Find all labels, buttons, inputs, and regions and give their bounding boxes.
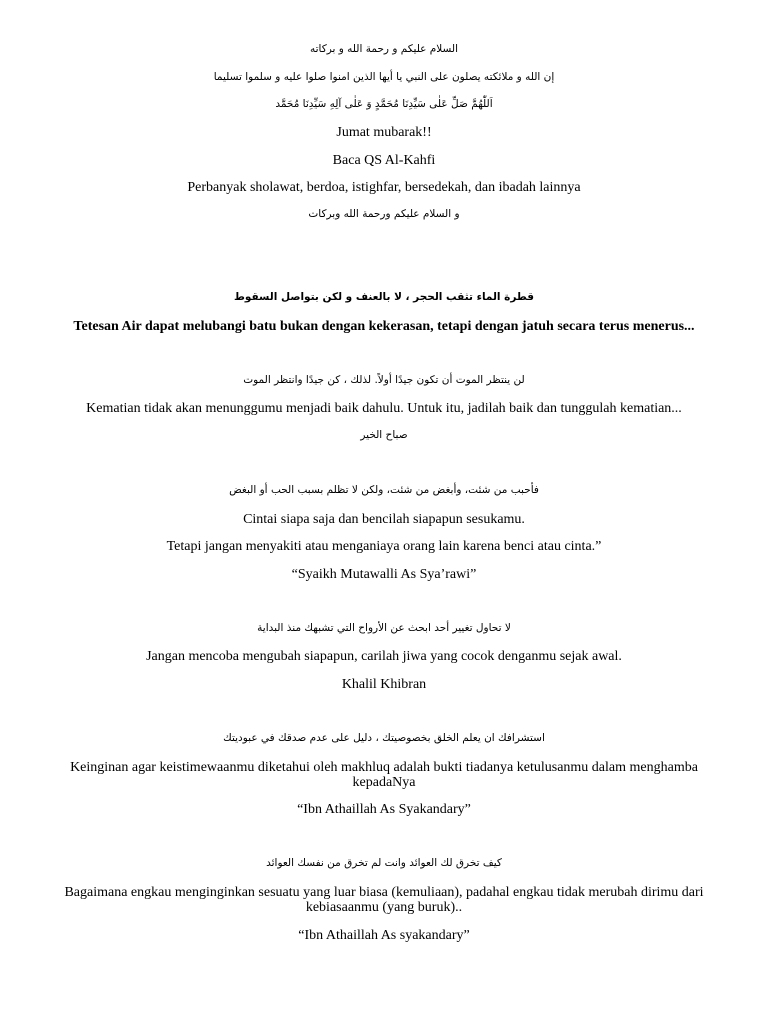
- quote-habit-latin: Bagaimana engkau menginginkan sesuatu yang luar biasa (kemuliaan), padahal engkau tidak merubah dirimu dari kebiasaanmu (yang buruk)..: [64, 885, 704, 915]
- quote-sincerity-author: “Ibn Athaillah As Syakandary”: [297, 802, 471, 817]
- salam-closing: و السلام عليكم ورحمة الله وبركات: [308, 208, 460, 220]
- kahfi-reminder: Baca QS Al-Kahfi: [332, 153, 436, 168]
- quote-love-latin-1: Cintai siapa saja dan bencilah siapapun sesukamu.: [243, 512, 525, 527]
- quote-love-arabic: فأحبب من شئت، وأبغض من شئت، ولكن لا تظلم بسبب الحب أو البغض: [229, 484, 539, 496]
- quote-habit-author: “Ibn Athaillah As syakandary”: [298, 928, 470, 943]
- quote-sincerity-arabic: استشرافك ان يعلم الخلق بخصوصيتك ، دليل على عدم صدقك في عبوديتك: [223, 732, 545, 744]
- quote-death-arabic: لن ينتظر الموت أن تكون جيدًا أولاً. لذلك ، كن جيدًا وانتظر الموت: [243, 374, 525, 386]
- ibadah-reminder: Perbanyak sholawat, berdoa, istighfar, bersedekah, dan ibadah lainnya: [187, 180, 581, 195]
- quote-souls-arabic: لا تحاول تغيير أحد ابحث عن الأرواح التي تشبهك منذ البداية: [257, 622, 511, 634]
- quote-sincerity-latin: Keinginan agar keistimewaanmu diketahui oleh makhluq adalah bukti tiadanya ketulusanmu dalam menghamba kepadaNya: [70, 760, 698, 790]
- salam-opening: السلام عليكم و رحمة الله و بركاته: [309, 43, 459, 55]
- quran-verse: إن الله و ملائكته يصلون على النبي يا أيها الذين امنوا صلوا عليه و سلموا تسليما: [213, 71, 555, 83]
- quote-habit-arabic: كيف تخرق لك العوائد وانت لم تخرق من نفسك العوائد: [266, 857, 502, 869]
- quote-souls-author: Khalil Khibran: [341, 677, 427, 692]
- quote-souls-latin: Jangan mencoba mengubah siapapun, carilah jiwa yang cocok denganmu sejak awal.: [146, 649, 622, 664]
- sholawat-text: اَللّٰهُمَّ صَلِّ عَلٰى سَيِّدِنَا مُحَمَّدٍ وَ عَلٰى آلِهِ سَيِّدِنَا مُحَمَّد: [275, 98, 493, 110]
- morning-greeting: صباح الخير: [360, 429, 408, 441]
- quote-water-latin: Tetesan Air dapat melubangi batu bukan dengan kekerasan, tetapi dengan jatuh secara terus menerus...: [73, 319, 695, 334]
- quote-love-latin-2: Tetapi jangan menyakiti atau menganiaya orang lain karena benci atau cinta.”: [166, 539, 602, 554]
- jumat-greeting: Jumat mubarak!!: [336, 125, 432, 140]
- quote-love-author: “Syaikh Mutawalli As Sya’rawi”: [291, 567, 477, 582]
- quote-death-latin: Kematian tidak akan menunggumu menjadi baik dahulu. Untuk itu, jadilah baik dan tunggulah kematian...: [86, 401, 682, 416]
- quote-water-arabic: قطرة الماء تثقب الحجر ، لا بالعنف و لكن بتواصل السقوط: [234, 291, 534, 303]
